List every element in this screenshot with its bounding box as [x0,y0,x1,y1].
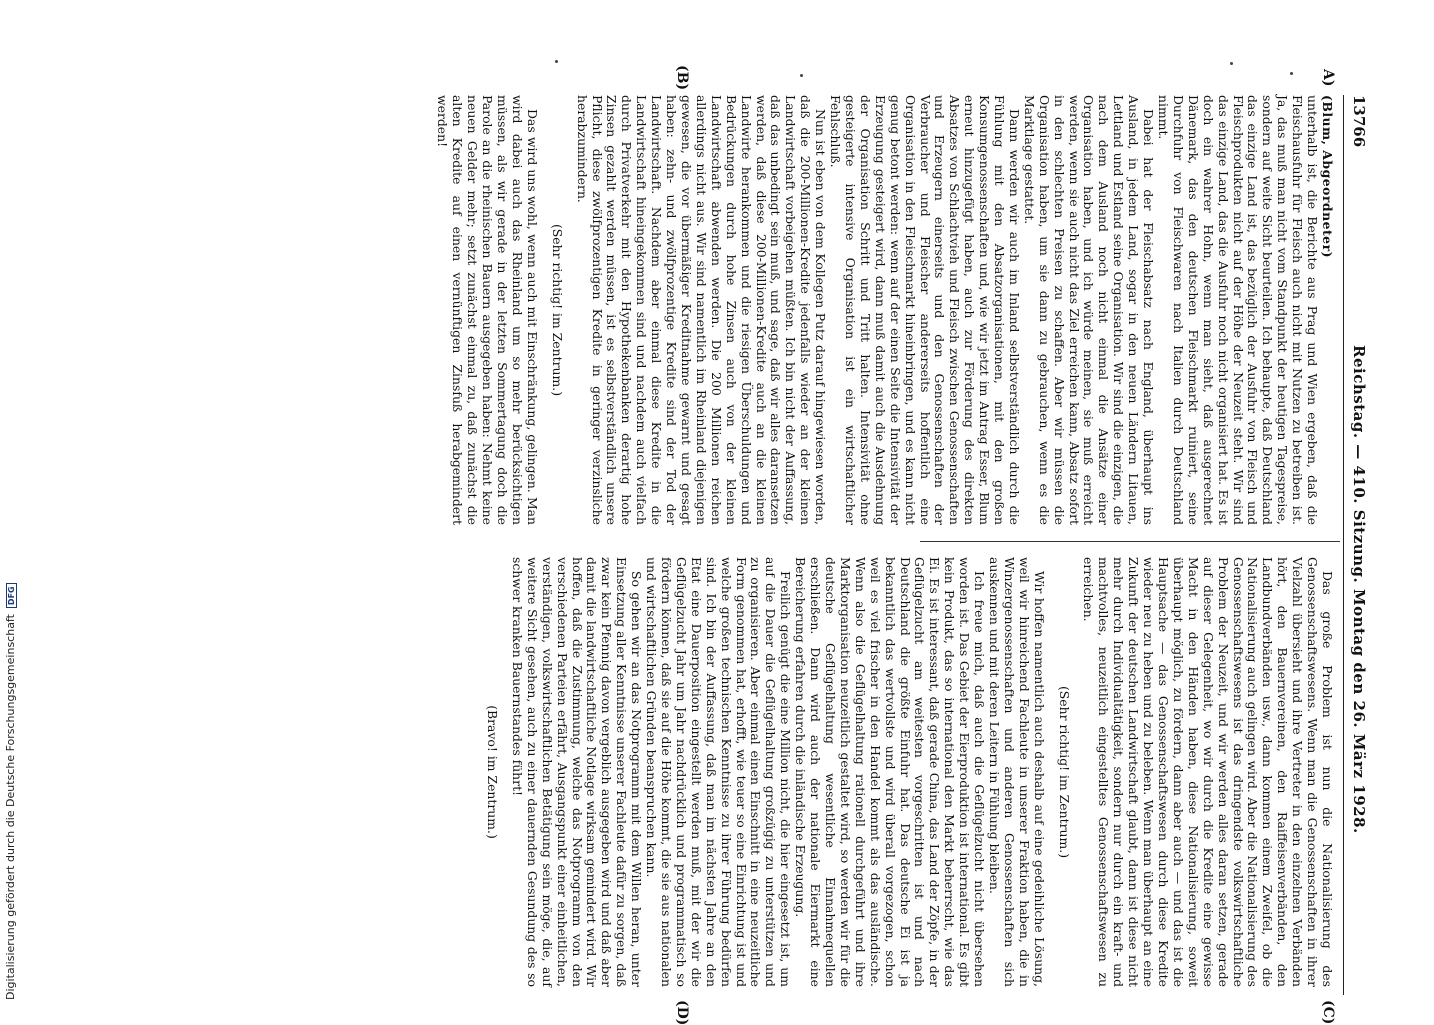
column-divider [920,541,1340,542]
margin-mark-d: (D) [674,1000,690,1025]
paragraph: Wir hoffen namentlich auch deshalb auf eine gedeihliche Lösung, weil wir hinreichend Fachleute in unserer Fraktion haben, die in Winzergenossenschaften und anderen Genossenschaften sich auskennen und mit deren Leitern in Fühlung bleiben. [986,557,1047,987]
paragraph: Ich freue mich, daß auch die Geflügelzucht nicht übersehen worden ist. Das Gebiet der Eierproduktion ist international. Es gibt kein Produkt, das so international den Markt beherrscht, wie das Ei. Es ist interessant, daß gerade China, das Land der Zöpfe, in der Geflügelzucht am weitesten vorgeschritten ist und nach Deutschland die größte Einfuhr hat. Das deutsche Ei ist ja bekanntlich das wertvollste und wird überall vorgezogen, schon weil es viel frischer in den Handel kommt als das ausländische. Wenn also die Geflügelhaltung rationell durchgeführt und ihre Marktorganisation neuzeitlich gestaltet wird, so werden wir für die deutsche Geflügelhaltung wesentliche Einnahmequellen erschließen. Dann wird auch der nationale Eiermarkt eine Bereicherung erfahren durch die inländische Erzeugung. [793,557,988,987]
paragraph: Das wird uns wohl, wenn auch mit Einschränkung, gelingen. Man wird dabei auch das Rheinland um so mehr berücksichtigen müssen, als wir gerade in der letzten Sommertagung doch die Parole an die rheinischen Bauern ausgegeben haben: Nehmt keine neuen Gelder mehr; setzt zunächst einmal zu, daß zunächst die alten Kredite auf einen vernünftigen Zinsfuß herabgemindert werden! [435,95,540,525]
scan-speck [1230,62,1233,65]
scan-speck [800,74,803,77]
right-column [474,557,1334,987]
page-title: Reichstag. — 410. Sitzung. Montag den 26. März 1928. [1350,345,1368,834]
digitization-note [4,583,17,1000]
page-number: 13766 [1350,95,1368,148]
margin-mark-b: (B) [674,65,690,91]
scan-speck [555,60,558,63]
left-column [435,95,1334,525]
margin-mark-a: A) [1320,69,1336,87]
digitization-credit: Digitalisierung gefördert durch die Deutsche Forschungsgemeinschaft [4,614,17,1000]
closing-interjection: (Bravo! im Zentrum.) [485,705,501,839]
scan-speck [1290,72,1293,75]
interjection: (Sehr richtig! im Zentrum.) [1056,685,1072,859]
paragraph: Nun ist eben von dem Kollegen Putz darauf hingewiesen worden, daß die 200-Millionen-Kredite jedenfalls wieder an der kleinen Landwirtschaft vorbeigehen müßten. Ich bin nicht der Auffassung, daß das unbedingt sein muß, und sage, daß wir alles daransetzen werden, daß diese 200-Millionen-Kredite auch an die kleinen Landwirte herankommen und die riesigen Überschuldungen und Bedrückungen durch hohe Zinsen auch von der kleinen Landwirtschaft abwenden werden. Die 200 Millionen reichen allerdings nicht aus. Wir sind namentlich im Rheinland diejenigen gewesen, die vor übermäßiger Kreditnahme gewarnt und gesagt haben: zehn- und zwölfprozentige Kredite sind der Tod der Landwirtschaft. Nachdem aber einmal diese Kredite in die Landwirtschaft hineingekommen sind und nachdem auch vielfach durch Privatverkehr mit den Hypothekenbanken derartig hohe Zinsen gezahlt werden müssen, ist es selbstverständlich unsere Pflicht, diese zwölfprozentigen Kredite in geringer verzinsliche herabzumindern. [574,95,829,525]
interjection: (Sehr richtig! im Zentrum.) [549,223,565,397]
speaker-tag: (Blum, Abgeordneter) [1320,95,1335,258]
margin-mark-c: (C) [1320,1000,1336,1025]
rotated-document-page [130,65,1370,1025]
paragraph: Das große Problem ist nun die Nationalisierung des Genossenschaftswesens. Wenn man die Genossenschaften in ihrer Vielzahl übersieht und ihre Vertreter in den einzelnen Verbänden hört, den Bauernvereinen, den Raiffeisenverbänden, den Landbundverbänden usw., dann kommen einem Zweifel, ob die Nationalisierung auch gelingen wird. Aber die Nationalisierung des Genossenschaftswesens ist das dringendste volkswirtschaftliche Problem der Neuzeit, und wir werden alles daran setzen, gerade auf dieser Gelegenheit, wo wir durch die Kredite eine gewisse Macht in den Händen haben, diese Nationalisierung, soweit überhaupt möglich, zu fördern, dann aber auch — und das ist die Hauptsache — das Genossenschaftswesen durch diese Kredite wieder neu zu heben und zu beleben. Wenn man überhaupt an eine Zukunft der deutschen Landwirtschaft glaubt, dann ist diese nicht mehr durch Individualtätigkeit, sondern nur durch ein kraft- und machtvolles, neuzeitlich eingestelltes Genossenschaftswesen zu erreichen. [1081,557,1335,987]
paragraph: unterhalb ist, die Berichte aus Prag und Wien ergeben, daß die Fleischausfuhr für Fleisch auch nicht mit Nutzen zu betreiben ist. Ja, das muß man nicht vom Standpunkt der heutigen Tagespreise, sondern auf weite Sicht beurteilen. Ich behaupte, daß Deutschland das einzige Land ist, das bezüglich der Ausfuhr von Fleisch und Fleischprodukten nicht auf der Höhe der Neuzeit steht. Wir sind das einzige Land, das die Ausfuhr noch nicht organisiert hat. Es ist doch ein wahrer Hohn, wenn man sieht, daß ausgerechnet Dänemark, das den deutschen Fleischmarkt ruiniert, seine Durchfuhr von Fleischwaren nach Italien durch Deutschland nimmt. [1156,95,1321,525]
paragraph: Dabei hat der Fleischabsatz nach England, überhaupt ins Ausland, in jedem Land, sogar in den neuen Ländern Litauen, Lettland und Estland seine Organisation. Wir sind die einzigen, die nach dem Ausland noch nicht einmal die Ansätze einer Organisation haben, und ich würde meinen, sie muß erreicht werden, wenn sie auch nicht das Ziel erreichen kann, Absatz sofort in den schlechten Preisen zu schaffen. Aber wir müssen die Organisation haben, um sie dann zu gebrauchen, wenn es die Marktlage gestattet. [1021,95,1157,525]
page-header [1343,95,1370,995]
dfg-logo: DFG [6,583,17,608]
paragraph: Freilich genügt die eine Million nicht, die hier eingesetzt ist, um auf die Dauer die Geflügelhaltung großzügig zu unterstützen und zu organisieren. Aber einmal einen Einschnitt in eine neuzeitliche Form genommen hat, erhofft, wie teuer so eine Einrichtung ist und welche großen technischen Kenntnisse zu ihrer Führung bedürfen sind. Ich bin der Auffassung, daß man im nächsten Jahre an den Etat eine Dauerposition eingestellt werden muß, mit der wir die Geflügelzucht Jahr um Jahr nachdrücklich und programmatisch so fördern können, daß sie auf die Höhe kommt, die sie aus nationalen und wirtschaftlichen Gründen beanspruchen kann. [644,557,794,987]
paragraph: So gehen wir an das Notprogramm mit dem Willen heran, unter Einsetzung aller Kenntnisse unserer Fachleute dafür zu sorgen, daß zwar kein Pfennig davon vergeblich ausgegeben wird und daß aber damit die landwirtschaftliche Notlage wirksam gemindert wird. Wir hoffen, daß die Zustimmung, welche das Notprogramm von den verschiedenen Parteien erfährt, Ausgangspunkt einer einheitlichen, verständigen, volkswirtschaftlichen Betätigung sein möge, die, auf weitere Sicht gesehen, auch zu einer dauernden Gesundung des so schwer kranken Bauernstandes führt! [509,557,645,987]
paragraph: Dann werden wir auch im Inland selbstverständlich durch die Fühlung mit den Absatzorganisationen, mit den großen Konsumgenossenschaften und, wie wir jetzt im Antrag Esser, Blum erneut hinzugefügt haben, auch zur Förderung des direkten Absatzes von Schlachtvieh und Fleisch zwischen Genossenschaften und Erzeugern einerseits und den Genossenschaften der Verbraucher und Fleischer andererseits hoffentlich eine Organisation in den Fleischmarkt hineinbringen, und es kann nicht genug betont werden: wenn auf der einen Seite die Intensivität der Erzeugung gesteigert wird, dann muß damit auch die Ausdehnung der Organisation Schritt und Tritt halten. Intensivität ohne gesteigerte intensive Organisation ist ein wirtschaftlicher Fehlschluß. [828,95,1022,525]
